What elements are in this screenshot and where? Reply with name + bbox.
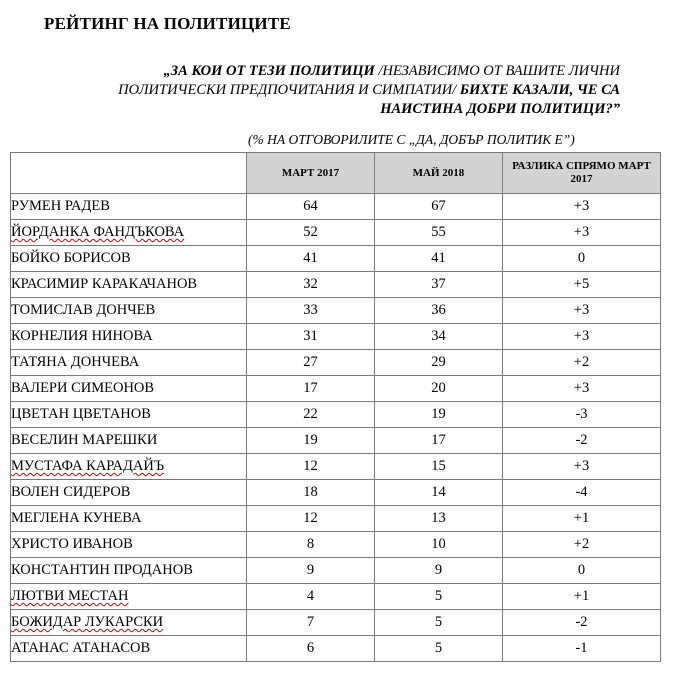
- politician-name-cell: [11, 610, 247, 636]
- march-2017-value: 33: [247, 298, 375, 324]
- table-row: [11, 350, 661, 376]
- rating-table: [10, 152, 661, 662]
- politician-name-cell: [11, 376, 247, 402]
- politician-name: БОЙКО БОРИСОВ: [11, 250, 131, 266]
- table-row: [11, 532, 661, 558]
- politician-name: ЙОРДАНКА ФАНДЪКОВА: [11, 224, 185, 240]
- table-row: [11, 506, 661, 532]
- march-2017-value: 12: [247, 454, 375, 480]
- table-row: [11, 584, 661, 610]
- politician-name-cell: [11, 272, 247, 298]
- politician-name-cell: [11, 402, 247, 428]
- difference-value: +3: [503, 298, 661, 324]
- politician-name: ЛЮТВИ МЕСТАН: [11, 588, 129, 604]
- politician-name-cell: [11, 324, 247, 350]
- politician-name: ТОМИСЛАВ ДОНЧЕВ: [11, 302, 156, 318]
- politician-name-cell: [11, 506, 247, 532]
- march-2017-value: 8: [247, 532, 375, 558]
- difference-value: -4: [503, 480, 661, 506]
- march-2017-value: 52: [247, 220, 375, 246]
- politician-name: МЕГЛЕНА КУНЕВА: [11, 510, 142, 526]
- table-row: [11, 610, 661, 636]
- may-2018-value: 17: [375, 428, 503, 454]
- may-2018-value: 19: [375, 402, 503, 428]
- difference-value: +3: [503, 324, 661, 350]
- march-2017-value: 27: [247, 350, 375, 376]
- march-2017-value: 6: [247, 636, 375, 662]
- politician-name: МУСТАФА КАРАДАЙЪ: [11, 458, 165, 474]
- politician-name-cell: [11, 298, 247, 324]
- march-2017-value: 31: [247, 324, 375, 350]
- politician-name: ВОЛЕН СИДЕРОВ: [11, 484, 131, 500]
- march-2017-value: 12: [247, 506, 375, 532]
- difference-value: -1: [503, 636, 661, 662]
- header-name-column: [11, 153, 247, 194]
- question-part-2: /НЕЗАВИСИМО ОТ ВАШИТЕ ЛИЧНИ ПОЛИТИЧЕСКИ ПРЕДПОЧИТАНИЯ И СИМПАТИИ/: [118, 63, 620, 98]
- may-2018-value: 5: [375, 610, 503, 636]
- table-row: [11, 246, 661, 272]
- difference-value: +2: [503, 350, 661, 376]
- may-2018-value: 5: [375, 636, 503, 662]
- table-row: [11, 558, 661, 584]
- table-row: [11, 298, 661, 324]
- table-row: [11, 454, 661, 480]
- march-2017-value: 41: [247, 246, 375, 272]
- header-difference: РАЗЛИКА СПРЯМО МАРТ 2017: [503, 153, 661, 194]
- march-2017-value: 17: [247, 376, 375, 402]
- politician-name-cell: [11, 584, 247, 610]
- politician-name: КРАСИМИР КАРАКАЧАНОВ: [11, 276, 198, 292]
- politician-name-cell: [11, 636, 247, 662]
- politician-name-cell: [11, 454, 247, 480]
- may-2018-value: 20: [375, 376, 503, 402]
- politician-name-cell: [11, 558, 247, 584]
- march-2017-value: 18: [247, 480, 375, 506]
- difference-value: -2: [503, 610, 661, 636]
- question-part-1: „ЗА КОИ ОТ ТЕЗИ ПОЛИТИЦИ: [163, 63, 379, 79]
- may-2018-value: 5: [375, 584, 503, 610]
- difference-value: +3: [503, 194, 661, 220]
- difference-value: +3: [503, 376, 661, 402]
- table-row: [11, 376, 661, 402]
- question-part-3: БИХТЕ КАЗАЛИ, ЧЕ СА НАИСТИНА ДОБРИ ПОЛИТИЦИ?”: [380, 82, 620, 117]
- politician-name-cell: [11, 350, 247, 376]
- may-2018-value: 34: [375, 324, 503, 350]
- politician-name-cell: [11, 220, 247, 246]
- march-2017-value: 4: [247, 584, 375, 610]
- politician-name: КОРНЕЛИЯ НИНОВА: [11, 328, 153, 344]
- may-2018-value: 29: [375, 350, 503, 376]
- may-2018-value: 10: [375, 532, 503, 558]
- difference-value: +5: [503, 272, 661, 298]
- politician-name: ЦВЕТАН ЦВЕТАНОВ: [11, 406, 151, 422]
- march-2017-value: 9: [247, 558, 375, 584]
- may-2018-value: 37: [375, 272, 503, 298]
- politician-name: КОНСТАНТИН ПРОДАНОВ: [11, 562, 193, 578]
- politician-name: ХРИСТО ИВАНОВ: [11, 536, 133, 552]
- difference-value: +3: [503, 454, 661, 480]
- survey-question: [60, 62, 620, 119]
- may-2018-value: 9: [375, 558, 503, 584]
- politician-name-cell: [11, 480, 247, 506]
- table-row: [11, 428, 661, 454]
- difference-value: 0: [503, 246, 661, 272]
- header-march-2017: МАРТ 2017: [247, 153, 375, 194]
- may-2018-value: 55: [375, 220, 503, 246]
- difference-value: 0: [503, 558, 661, 584]
- politician-name-cell: [11, 532, 247, 558]
- march-2017-value: 7: [247, 610, 375, 636]
- politician-name-cell: [11, 246, 247, 272]
- march-2017-value: 32: [247, 272, 375, 298]
- table-row: [11, 194, 661, 220]
- table-row: [11, 324, 661, 350]
- march-2017-value: 64: [247, 194, 375, 220]
- header-may-2018: МАЙ 2018: [375, 153, 503, 194]
- politician-name: ВЕСЕЛИН МАРЕШКИ: [11, 432, 158, 448]
- table-row: [11, 402, 661, 428]
- percentage-note: (% НА ОТГОВОРИЛИТЕ С „ДА, ДОБЪР ПОЛИТИК Е”): [248, 132, 575, 147]
- may-2018-value: 15: [375, 454, 503, 480]
- may-2018-value: 41: [375, 246, 503, 272]
- document-title: РЕЙТИНГ НА ПОЛИТИЦИТЕ: [44, 14, 291, 33]
- politician-name: ВАЛЕРИ СИМЕОНОВ: [11, 380, 155, 396]
- table-row: [11, 272, 661, 298]
- table-row: [11, 220, 661, 246]
- difference-value: -2: [503, 428, 661, 454]
- difference-value: +2: [503, 532, 661, 558]
- politician-name: ТАТЯНА ДОНЧЕВА: [11, 354, 140, 370]
- table-header-row: [11, 153, 661, 194]
- difference-value: +3: [503, 220, 661, 246]
- may-2018-value: 67: [375, 194, 503, 220]
- politician-name-cell: [11, 428, 247, 454]
- difference-value: +1: [503, 506, 661, 532]
- politician-name: БОЖИДАР ЛУКАРСКИ: [11, 614, 164, 630]
- may-2018-value: 13: [375, 506, 503, 532]
- table-row: [11, 480, 661, 506]
- politician-name: АТАНАС АТАНАСОВ: [11, 640, 151, 656]
- difference-value: -3: [503, 402, 661, 428]
- politician-name-cell: [11, 194, 247, 220]
- politician-name: РУМЕН РАДЕВ: [11, 198, 110, 214]
- difference-value: +1: [503, 584, 661, 610]
- may-2018-value: 14: [375, 480, 503, 506]
- table-row: [11, 636, 661, 662]
- may-2018-value: 36: [375, 298, 503, 324]
- march-2017-value: 19: [247, 428, 375, 454]
- march-2017-value: 22: [247, 402, 375, 428]
